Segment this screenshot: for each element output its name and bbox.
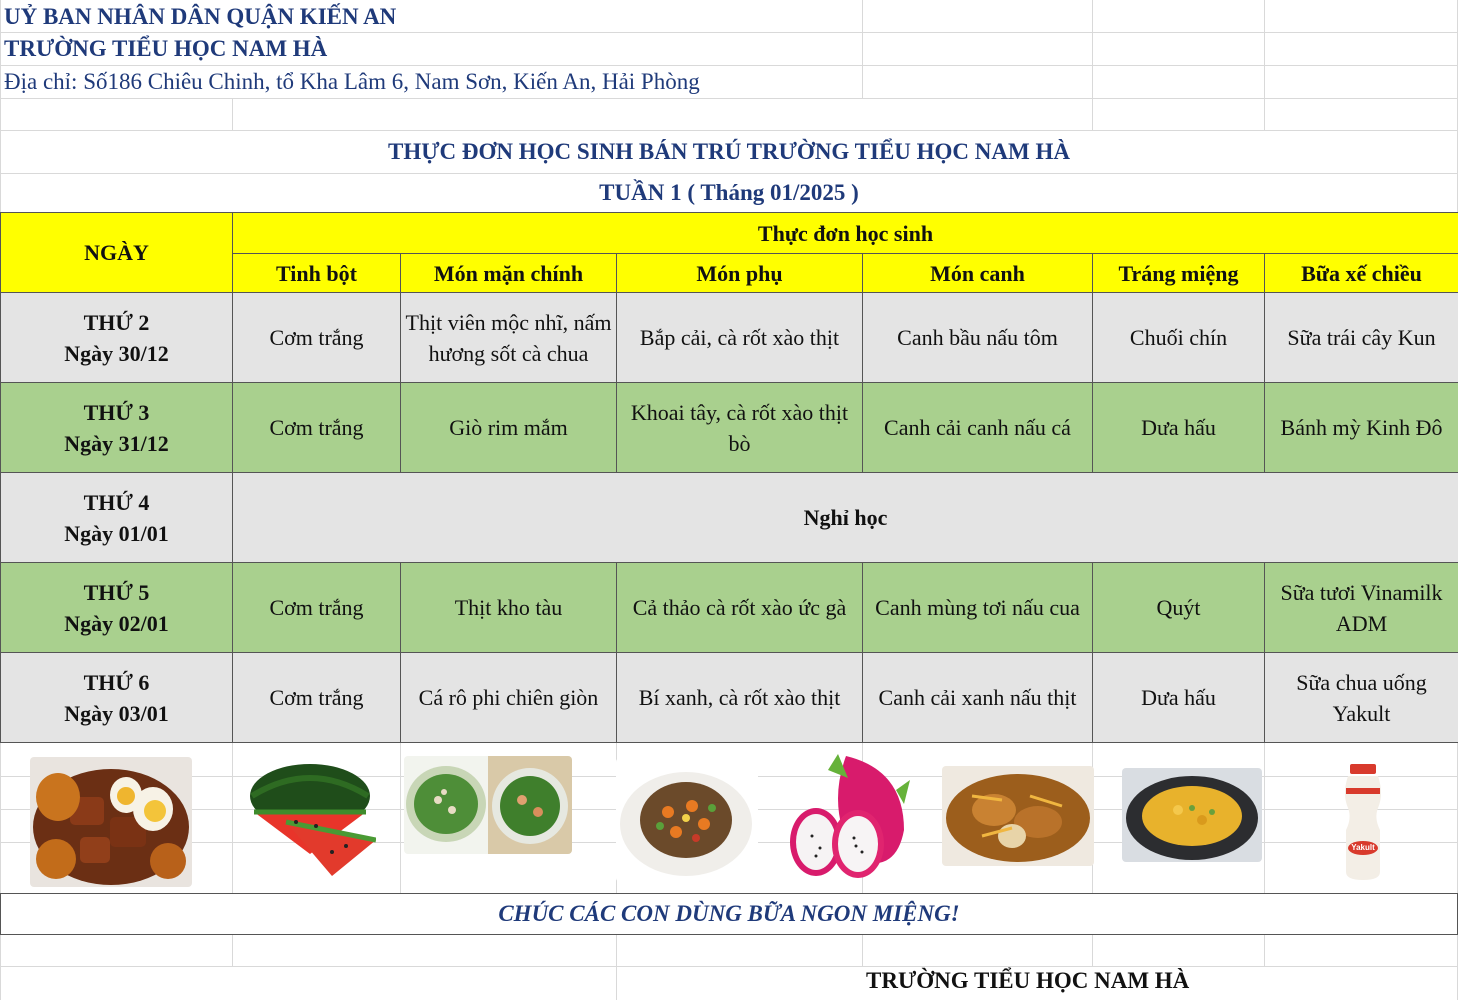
day-cell [1, 293, 233, 383]
menu-cell: Canh mùng tơi nấu cua [863, 563, 1093, 653]
menu-cell: Cả thảo cà rốt xào ức gà [617, 563, 863, 653]
column-header: Tráng miệng [1093, 254, 1265, 293]
column-header: Món canh [863, 254, 1093, 293]
menu-cell: Thịt viên mộc nhĩ, nấm hương sốt cà chua [401, 293, 617, 383]
greens-photo [404, 756, 572, 854]
weekday: THỨ 3 [83, 399, 150, 425]
menu-cell: Bắp cải, cà rốt xào thịt [617, 293, 863, 383]
day-cell [1, 383, 233, 473]
day-cell [1, 653, 233, 743]
day-header: NGÀY [1, 213, 233, 293]
column-header: Món phụ [617, 254, 863, 293]
menu-cell: Bí xanh, cà rốt xào thịt [617, 653, 863, 743]
menu-cell: Bánh mỳ Kinh Đô [1265, 383, 1458, 473]
date: Ngày 30/12 [64, 340, 169, 366]
menu-cell: Cơm trắng [233, 383, 401, 473]
menu-cell: Cơm trắng [233, 563, 401, 653]
school-address: Địa chỉ: Số186 Chiêu Chinh, tổ Kha Lâm 6, Nam Sơn, Kiến An, Hải Phòng [4, 69, 700, 94]
weekday: THỨ 5 [83, 579, 150, 605]
menu-cell: Quýt [1093, 563, 1265, 653]
stir-fry-photo [616, 758, 758, 882]
date: Ngày 31/12 [64, 430, 169, 456]
menu-cell: Canh cải xanh nấu thịt [863, 653, 1093, 743]
menu-cell: Cơm trắng [233, 653, 401, 743]
menu-cell: Khoai tây, cà rốt xào thịt bò [617, 383, 863, 473]
yakult-photo [1338, 764, 1388, 882]
day-cell [1, 563, 233, 653]
column-header: Món mặn chính [401, 254, 617, 293]
org-name: UỶ BAN NHÂN DÂN QUẬN KIẾN AN [4, 4, 397, 29]
menu-cell: Dưa hấu [1093, 383, 1265, 473]
table-row [1, 653, 1458, 743]
menu-cell: Canh bầu nấu tôm [863, 293, 1093, 383]
signature-school: TRƯỜNG TIỂU HỌC NAM HÀ [866, 968, 1190, 993]
table-row [1, 473, 1458, 563]
table-row [1, 383, 1458, 473]
date: Ngày 02/01 [64, 610, 169, 636]
weekday: THỨ 4 [83, 489, 150, 515]
watermelon-photo [246, 762, 376, 880]
weekday: THỨ 6 [83, 669, 150, 695]
table-row [1, 563, 1458, 653]
dragon-fruit-photo [786, 750, 914, 882]
menu-cell: Chuối chín [1093, 293, 1265, 383]
menu-cell: Canh cải canh nấu cá [863, 383, 1093, 473]
braised-pork-photo [30, 757, 192, 887]
yakult-label: Yakult [1351, 843, 1375, 852]
menu-cell: Dưa hấu [1093, 653, 1265, 743]
ginger-chicken-photo [942, 766, 1094, 866]
school-name: TRƯỜNG TIỂU HỌC NAM HÀ [4, 36, 328, 61]
date: Ngày 01/01 [64, 520, 169, 546]
weekday: THỨ 2 [83, 309, 150, 335]
holiday-cell: Nghỉ học [233, 473, 1458, 563]
column-header: Bữa xế chiều [1265, 254, 1458, 293]
day-cell [1, 473, 233, 563]
table-row [1, 293, 1458, 383]
menu-cell: Thịt kho tàu [401, 563, 617, 653]
menu-table [0, 212, 1458, 743]
menu-cell: Cá rô phi chiên giòn [401, 653, 617, 743]
pumpkin-soup-photo [1122, 768, 1262, 862]
menu-cell: Sữa tươi Vinamilk ADM [1265, 563, 1458, 653]
menu-cell: Giò rim mắm [401, 383, 617, 473]
column-header: Tinh bột [233, 254, 401, 293]
group-header: Thực đơn học sinh [233, 213, 1458, 254]
closing-wish: CHÚC CÁC CON DÙNG BỮA NGON MIỆNG! [0, 893, 1458, 935]
menu-cell: Sữa trái cây Kun [1265, 293, 1458, 383]
menu-title: THỰC ĐƠN HỌC SINH BÁN TRÚ TRƯỜNG TIỂU HỌC NAM HÀ [388, 139, 1070, 164]
menu-cell: Sữa chua uống Yakult [1265, 653, 1458, 743]
week-label: TUẦN 1 ( Tháng 01/2025 ) [599, 180, 859, 205]
food-photos [0, 742, 1458, 894]
menu-cell: Cơm trắng [233, 293, 401, 383]
date: Ngày 03/01 [64, 700, 169, 726]
